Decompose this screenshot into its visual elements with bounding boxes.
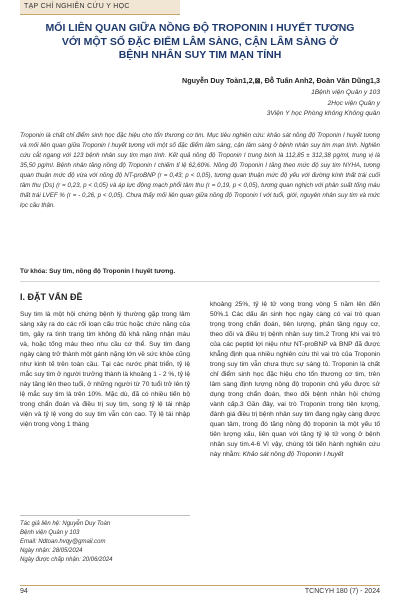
journal-band-label: TẠP CHÍ NGHIÊN CỨU Y HỌC xyxy=(24,3,130,10)
affiliation-3: 3Viện Y học Phòng không Không quân xyxy=(266,110,380,117)
affiliation-1: 1Bệnh viện Quân y 103 xyxy=(311,89,380,96)
affiliation-2: 2Học viện Quân y xyxy=(327,99,380,107)
footnote-line-4: Ngày nhận: 28/05/2024 xyxy=(20,548,83,554)
title-line-3: BỆNH NHÂN SUY TIM MẠN TÍNH xyxy=(118,49,282,61)
journal-band xyxy=(20,0,180,15)
footer-journal: TCNCYH 180 (7) - 2024 xyxy=(304,588,380,595)
right-column-body: khoảng 25%, tỷ lệ tử vong trong vòng 5 năm lên đến 50%.1 Các dấu ấn sinh học ngày càng có vai trò quan trọng trong chẩn đoán, tiên lượng, phân tầng nguy cơ, theo dõi và điều trị bệnh nhân suy tim.2 Trong khi vai trò của các peptid lợi niệu như NT-proBNP và BNP đã được khẳng định qua nhiều nghiên cứu thì vai trò của Troponin trong suy tim vẫn chưa thực sự sáng tỏ. Troponin là chất chỉ điểm sinh học đặc hiệu cho tổn thương cơ tim, trên lâm sàng định lượng nồng độ troponin chủ yếu được sử dụng trong chẩn đoán, theo dõi bệnh nhân hội chứng vành cấp.3 Gần đây, vai trò Troponin trong tiên lượng, đánh giá điều trị bệnh nhân suy tim đang ngày càng được quan tâm, trong đó tăng nồng độ troponin là một yếu tố tiên lượng xấu, liên quan với tăng tỷ lệ tử vong ở bệnh nhân suy tim.4-6 Vì vậy, chúng tôi tiến hành nghiên cứu này nhằm: xyxy=(210,301,380,458)
footnote-line-2: Bệnh viện Quân y 103 xyxy=(20,530,80,536)
footnote-line-1: Tác giả liên hệ: Nguyễn Duy Toàn xyxy=(20,521,111,527)
footer-divider xyxy=(20,585,380,586)
right-column-italic: Khảo sát nồng độ Troponin I huyết xyxy=(242,451,344,458)
article-title xyxy=(20,22,380,63)
keywords-divider xyxy=(20,281,380,282)
left-column-text: Suy tim là một hội chứng bệnh lý thường gặp trong lâm sàng xảy ra do các rối loạn cấu trúc hoặc chức năng của tim, gây ra tình trạng tim không đủ khả năng nhận máu và, hoặc tống máu theo nhu cầu cơ thể. Suy tim đang ngày càng trở thành một gánh nặng lớn về sức khỏe cũng như kinh tế trên toàn cầu. Tại các nước phát triển, tỷ lệ mắc suy tim ở người trưởng thành là khoảng 1 - 2 %, tỷ lệ này tăng lên theo tuổi, ở những người từ 70 tuổi trở lên tỷ lệ mắc suy tim là trên 10%. Mặc dù, đã có nhiều tiến bộ trong chẩn đoán và điều trị suy tim, song tỷ lệ tái nhập viện và tỷ lệ vong do suy tim vẫn còn cao. Tỷ lệ tái nhập viện trong vòng 1 tháng xyxy=(20,311,190,428)
abstract: Troponin là chất chỉ điểm sinh học đặc hiệu cho tổn thương cơ tim. Mục tiêu nghiên cứu: khảo sát nồng độ Troponin I huyết tương và mối liên quan giữa Troponin I huyết tương với một số đặc điểm lâm sàng, cận lâm sàng ở bệnh nhân suy tim mạn tính. Nghiên cứu cắt ngang với 123 bệnh nhân suy tim mạn tính. Kết quả nồng độ Troponin I trung bình là 112,85 ± 312,38 pg/ml, trung vị là 35,50 pg/ml. Bệnh nhân tăng nồng độ Troponin I chiếm tỉ lệ 62,60%. Nồng độ Troponin I tăng theo mức độ suy tim NYHA, tương quan thuận mức độ vừa với nồng độ NT-proBNP (r = 0,43; p < 0,05), tương quan thuận mức độ yếu với đường kính thất trái cuối tâm thu (Ds) (r = 0,23, p < 0,05) và áp lực động mạch phổi tâm thu (r = 0,19, p < 0,05), tương quan nghịch với phân suất tống máu thất trái LVEF % (r = - 0,26, p < 0,05). Chưa thấy mối liên quan giữa nồng độ Troponin I với tuổi, giới, nguyên nhân suy tim và mức lọc cầu thận. xyxy=(20,132,380,209)
page-number: 94 xyxy=(20,588,28,595)
footnote xyxy=(20,520,190,565)
footnote-line-3: Email: Ndtoan.hvqy@gmail.com xyxy=(20,539,106,545)
title-line-1: MỐI LIÊN QUAN GIỮA NỒNG ĐỘ TROPONIN I HUYẾT TƯƠNG xyxy=(45,22,355,34)
footnote-line-5: Ngày được chấp nhận: 20/06/2024 xyxy=(20,557,113,563)
affiliations xyxy=(20,88,380,120)
authors: Nguyễn Duy Toàn1,2,⊠, Đỗ Tuấn Anh2, Đoàn Văn Dũng1,3 xyxy=(182,76,380,85)
title-line-2: VỚI MỘT SỐ ĐẶC ĐIỂM LÂM SÀNG, CẬN LÂM SÀNG Ở xyxy=(61,35,339,48)
keywords: Từ khóa: Suy tim, nồng độ Troponin I huyết tương. xyxy=(20,268,176,275)
right-column-text xyxy=(210,300,380,460)
section-heading: I. ĐẶT VẤN ĐỀ xyxy=(20,292,83,302)
footnote-divider xyxy=(20,515,190,516)
